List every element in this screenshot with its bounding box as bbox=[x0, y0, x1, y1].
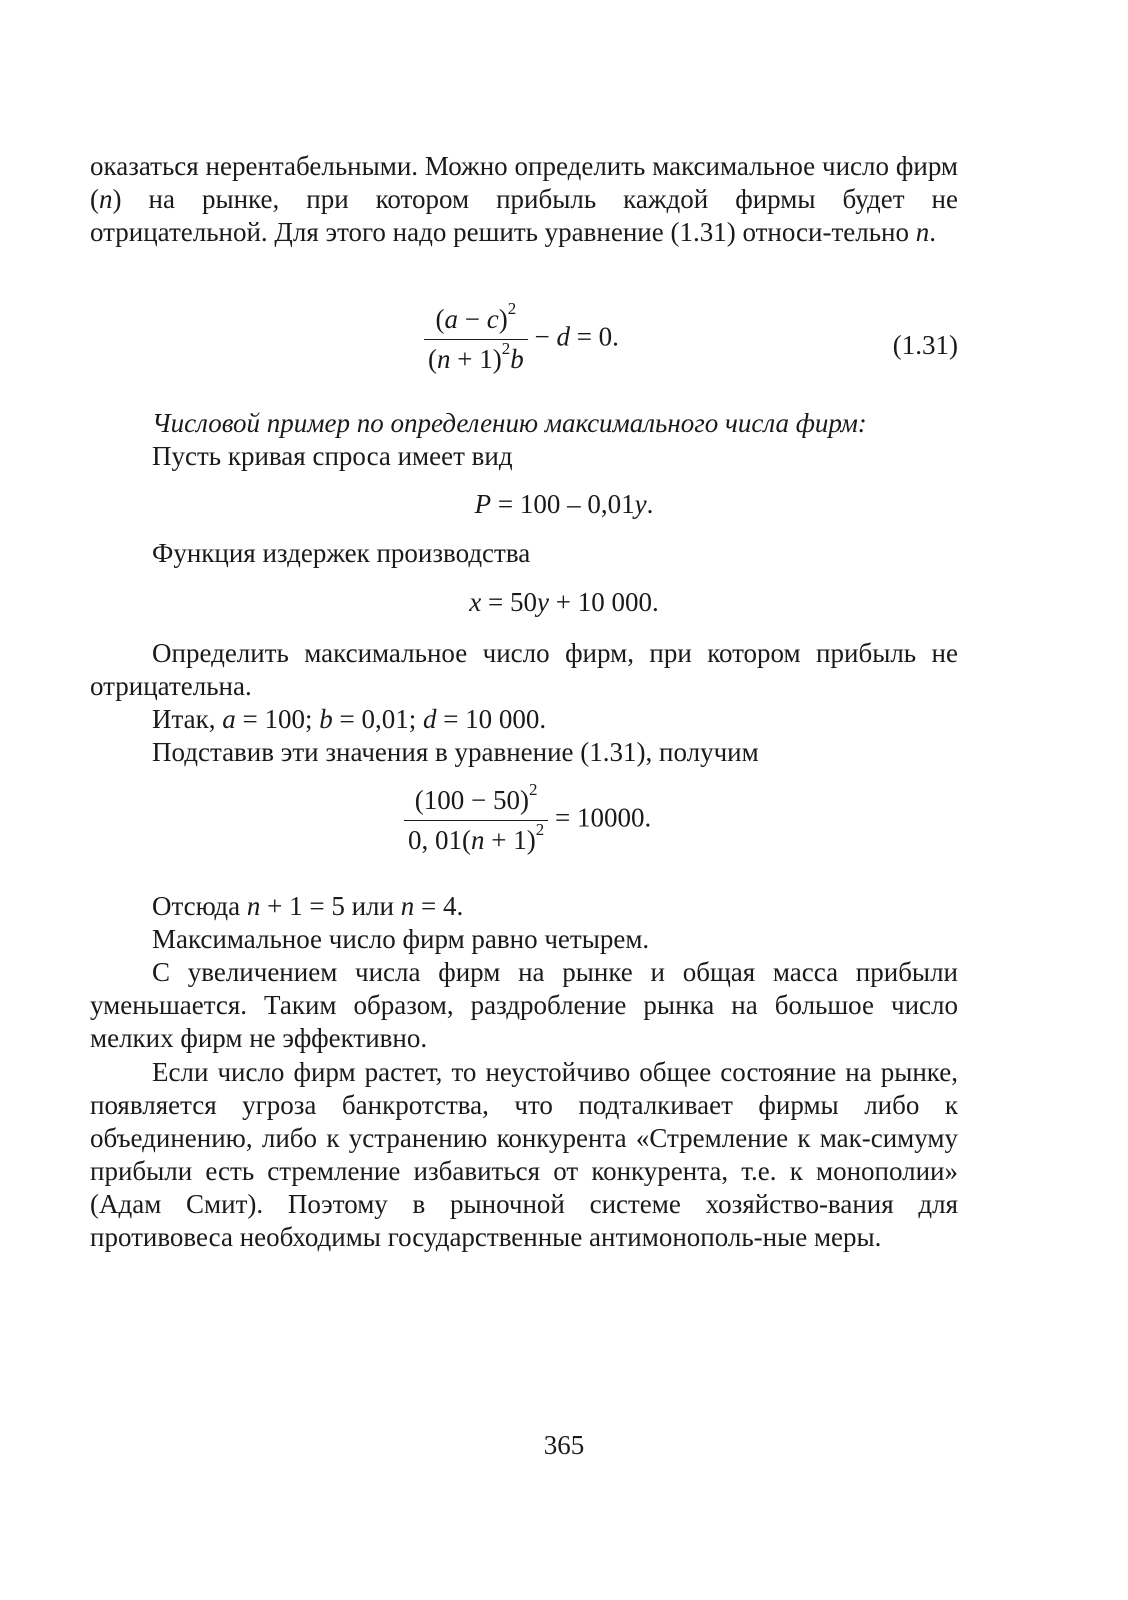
fraction-denominator: $(n + 1)^2b$ bbox=[428, 339, 524, 374]
var-n: n bbox=[99, 184, 113, 214]
var-n: n bbox=[915, 217, 930, 247]
result-line: Отсюда n + 1 = 5 или n = 4. bbox=[152, 891, 464, 921]
demand-intro: Пусть кривая спроса имеет вид bbox=[152, 441, 513, 471]
fraction-denominator: 0, $01(n + 1)^2$ bbox=[408, 820, 545, 855]
demand-equation: P = 100 – 0,01y. bbox=[474, 489, 654, 519]
cost-intro: Функция издержек производства bbox=[152, 538, 531, 568]
equation-1-31: $\frac{(a - c)^2}{(n + 1)^2b}$ − d = 0. bbox=[424, 306, 619, 373]
fraction-numerator: $(a - c)^2$ bbox=[424, 306, 528, 340]
intro-text-2: ) на рынке, при котором прибыль каждой фирмы будет не отрицательной. Для этого надо решить уравнение (1.31) относи-тельно bbox=[90, 184, 958, 247]
fraction bbox=[404, 780, 548, 855]
paragraph-growth: Если число фирм растет, то неустойчиво общее состояние на рынке, появляется угроза банкротства, что подталкивает фирмы либо к объединению, либо к устранению конкурента «Стремление к мак-симуму прибыли есть стремление избавиться от конкурента, т.е. к монополии» (Адам Смит). Поэтому в рыночной системе хозяйство-вания для противовеса необходимы государственные антимонополь-ные меры. bbox=[90, 1057, 958, 1252]
substitute-text: Подставив эти значения в уравнение (1.31), получим bbox=[152, 737, 759, 767]
fraction-numerator: $(100 - 50)^2$ bbox=[404, 787, 548, 821]
paragraph-increase: С увеличением числа фирм на рынке и общая масса прибыли уменьшается. Таким образом, раздробление рынка на большое число мелких фирм не эффективно. bbox=[90, 957, 958, 1053]
page-number: 365 bbox=[543, 1430, 585, 1460]
intro-text-1: оказаться нерентабельными. Можно определить максимальное число фирм ( bbox=[90, 151, 958, 214]
given-values: Итак, a = 100; b = 0,01; d = 10 000. bbox=[152, 704, 547, 734]
equation-number: (1.31) bbox=[892, 330, 958, 360]
intro-paragraph bbox=[90, 150, 958, 249]
intro-text-3: . bbox=[929, 217, 936, 247]
equation-substituted: $\frac{(100 - 50)^2}{0, 01(n + 1)^2}$ = 10000. bbox=[404, 787, 651, 854]
cost-equation: x = 50y + 10 000. bbox=[469, 587, 659, 617]
max-firms-line: Максимальное число фирм равно четырем. bbox=[152, 924, 650, 954]
example-heading: Числовой пример по определению максимального числа фирм: bbox=[152, 408, 867, 438]
task-paragraph: Определить максимальное число фирм, при котором прибыль не отрицательна. bbox=[90, 638, 958, 701]
var-d: d bbox=[556, 321, 570, 352]
